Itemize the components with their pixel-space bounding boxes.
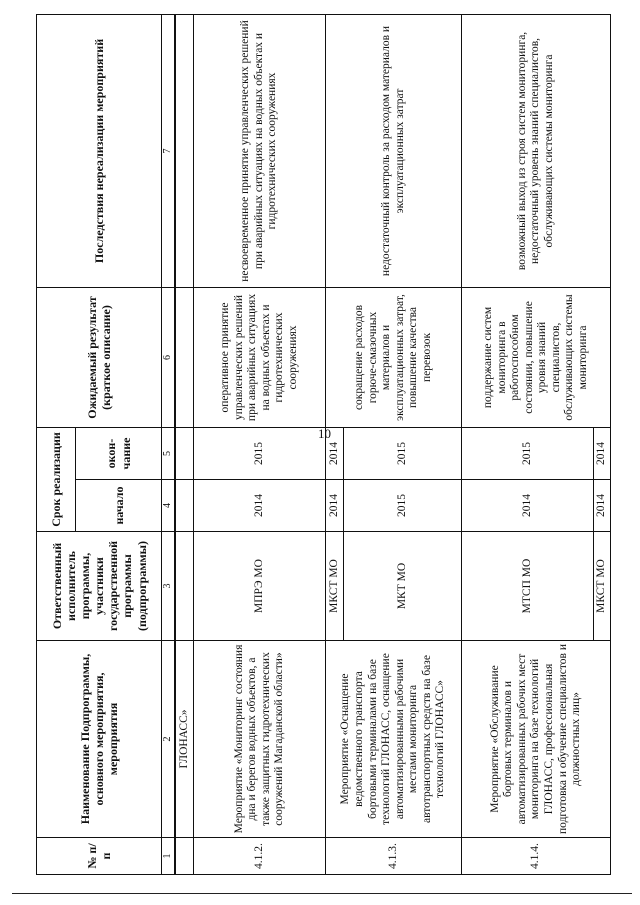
table-row-4-1-4 [462, 14, 593, 874]
row-start: 2014 [593, 480, 610, 532]
continuation-row [175, 14, 193, 874]
row-end: 2015 [194, 427, 325, 479]
header-name: Наименование Подпрограммы, основного мероприятия, мероприятия [37, 641, 162, 838]
row-num: 4.1.4. [462, 838, 611, 875]
row-name: Мероприятие «Оснащение ведомственного транспорта бортовыми терминалами на базе технологий ГЛОНАСС, оснащение автоматизированными рабочими местами мониторинга автотранспортных средств на базе технологий ГЛОНАСС» [325, 641, 462, 838]
row-num: 4.1.3. [325, 838, 462, 875]
header-period: Срок реализации [37, 427, 76, 531]
row-end: 2015 [462, 427, 593, 479]
column-number: 2 [162, 641, 176, 838]
column-number: 4 [162, 480, 176, 532]
row-start: 2015 [344, 480, 462, 532]
rotated-table-container [36, 15, 611, 875]
program-measures-table [36, 14, 611, 875]
row-responsible: МПРЭ МО [194, 532, 325, 641]
row-responsible: МКСТ МО [325, 532, 343, 641]
row-start: 2014 [325, 480, 343, 532]
table-row-4-1-3 [325, 14, 343, 874]
row-name: Мероприятие «Обслуживание бортовых терминалов и автоматизированных рабочих мест мониторинга на базе технологий ГЛОНАСС, профессиональная подготовка и обучение специалистов и должностных лиц» [462, 641, 611, 838]
column-number: 5 [162, 427, 176, 479]
page-number: 10 [318, 426, 331, 441]
row-responsible: МКСТ МО [593, 532, 610, 641]
row-name: Мероприятие «Мониторинг состояния дна и берегов водных объектов, а также защитных гидротехнических сооружений Магаданской области» [194, 641, 325, 838]
row-consequences: недостаточный контроль за расходом материалов и эксплуатационных затрат [325, 14, 462, 287]
row-result: поддержание систем мониторинга в работоспособном состоянии, повышение уровня знаний специалистов, обслуживающих системы мониторинга [462, 287, 611, 427]
row-result: сокращение расходов горюче-смазочных материалов и эксплуатационных затрат, повышение качества перевозок [325, 287, 462, 427]
header-consequences: Последствия нереализации мероприятий [37, 14, 162, 287]
row-num: 4.1.2. [194, 838, 325, 875]
header-num: № п/п [37, 838, 162, 875]
row-consequences: несвоевременное принятие управленческих решений при аварийных ситуациях на водных объектах и гидротехнических сооружениях [194, 14, 325, 287]
header-responsible: Ответственный исполнитель программы, участники государственной программы (подпрограммы) [37, 532, 162, 641]
row-responsible: МТСП МО [462, 532, 593, 641]
row-end: 2015 [344, 427, 462, 479]
row-end: 2014 [593, 427, 610, 479]
header-result: Ожидаемый результат (краткое описание) [37, 287, 162, 427]
header-end: окон-чание [76, 427, 162, 479]
column-number: 7 [162, 14, 176, 287]
continuation-num-cell [175, 838, 193, 875]
continuation-text: ГЛОНАСС» [175, 641, 193, 838]
table-row-4-1-2 [194, 14, 325, 874]
row-responsible: МКТ МО [344, 532, 462, 641]
row-consequences: возможный выход из строя систем мониторинга, недостаточный уровень знаний специалистов, обслуживающих системы мониторинга [462, 14, 611, 287]
row-result: оперативное принятие управленческих решений при аварийных ситуациях на водных объектах и гидротехнических сооружениях [194, 287, 325, 427]
column-number-row [162, 14, 176, 874]
header-row [37, 14, 76, 874]
column-number: 1 [162, 838, 176, 875]
column-number: 3 [162, 532, 176, 641]
column-number: 6 [162, 287, 176, 427]
bottom-divider [12, 893, 632, 894]
row-end: 2014 [325, 427, 343, 479]
row-start: 2014 [462, 480, 593, 532]
header-start: начало [76, 480, 162, 532]
row-start: 2014 [194, 480, 325, 532]
